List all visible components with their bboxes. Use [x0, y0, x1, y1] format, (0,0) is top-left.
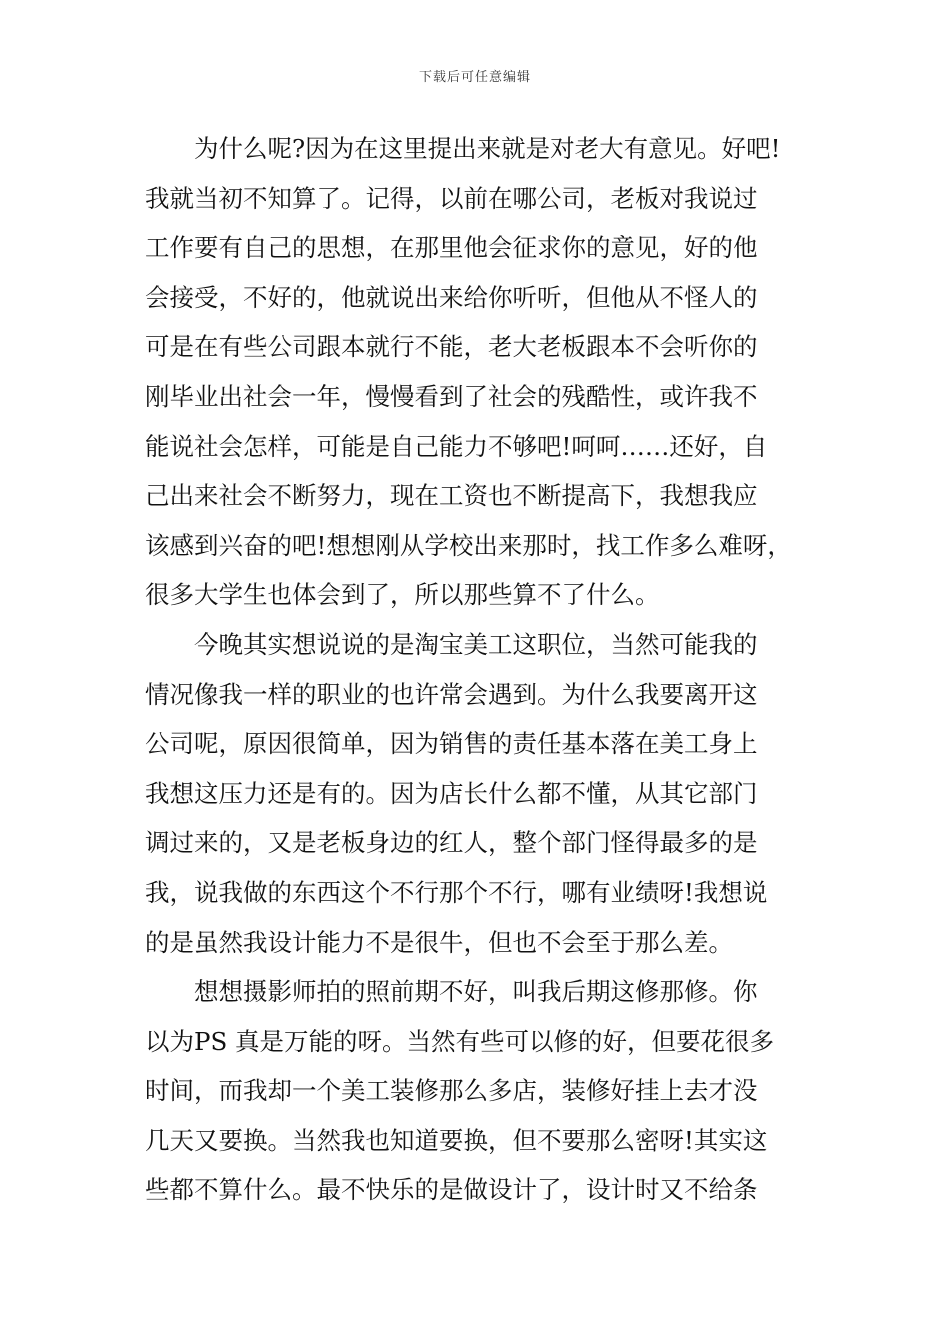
- text-line: 调过来的，又是老板身边的红人，整个部门怪得最多的是: [145, 828, 758, 858]
- text-line: 该感到兴奋的吧!想想刚从学校出来那时，找工作多么难呀，: [145, 530, 792, 560]
- text-line: 的是虽然我设计能力不是很牛，但也不会至于那么差。: [145, 927, 733, 957]
- text-line: 刚毕业出社会一年，慢慢看到了社会的残酷性，或许我不: [145, 381, 758, 411]
- text-line: 以为PS 真是万能的呀。当然有些可以修的好，但要花很多: [145, 1026, 775, 1056]
- text-line: 些都不算什么。最不快乐的是做设计了，设计时又不给条: [145, 1175, 758, 1205]
- text-line: 几天又要换。当然我也知道要换，但不要那么密呀!其实这: [145, 1125, 768, 1155]
- text-line: 时间，而我却一个美工装修那么多店，装修好挂上去才没: [145, 1076, 758, 1106]
- text-line: 情况像我一样的职业的也许常会遇到。为什么我要离开这: [145, 679, 758, 709]
- document-body: [145, 124, 815, 1215]
- text-line: 我，说我做的东西这个不行那个不行，哪有业绩呀!我想说: [145, 877, 768, 907]
- text-line: 会接受，不好的，他就说出来给你听听，但他从不怪人的: [145, 282, 758, 312]
- text-line: 我想这压力还是有的。因为店长什么都不懂，从其它部门: [145, 778, 758, 808]
- text-line: 今晚其实想说说的是淘宝美工这职位，当然可能我的: [145, 629, 758, 659]
- text-line: 能说社会怎样，可能是自己能力不够吧!呵呵……还好，自: [145, 431, 768, 461]
- text-line: 想想摄影师拍的照前期不好，叫我后期这修那修。你: [145, 977, 758, 1007]
- text-line: 公司呢，原因很简单，因为销售的责任基本落在美工身上: [145, 729, 758, 759]
- text-line: 工作要有自己的思想，在那里他会征求你的意见，好的他: [145, 233, 758, 263]
- page-header: 下载后可任意编辑: [418, 70, 531, 85]
- text-line: 很多大学生也体会到了，所以那些算不了什么。: [145, 580, 660, 610]
- text-line: 我就当初不知算了。记得，以前在哪公司，老板对我说过: [145, 183, 758, 213]
- text-line: 己出来社会不断努力，现在工资也不断提高下，我想我应: [145, 481, 758, 511]
- text-line: 为什么呢?因为在这里提出来就是对老大有意见。好吧!: [145, 134, 781, 163]
- text-line: 可是在有些公司跟本就行不能，老大老板跟本不会听你的: [145, 332, 758, 362]
